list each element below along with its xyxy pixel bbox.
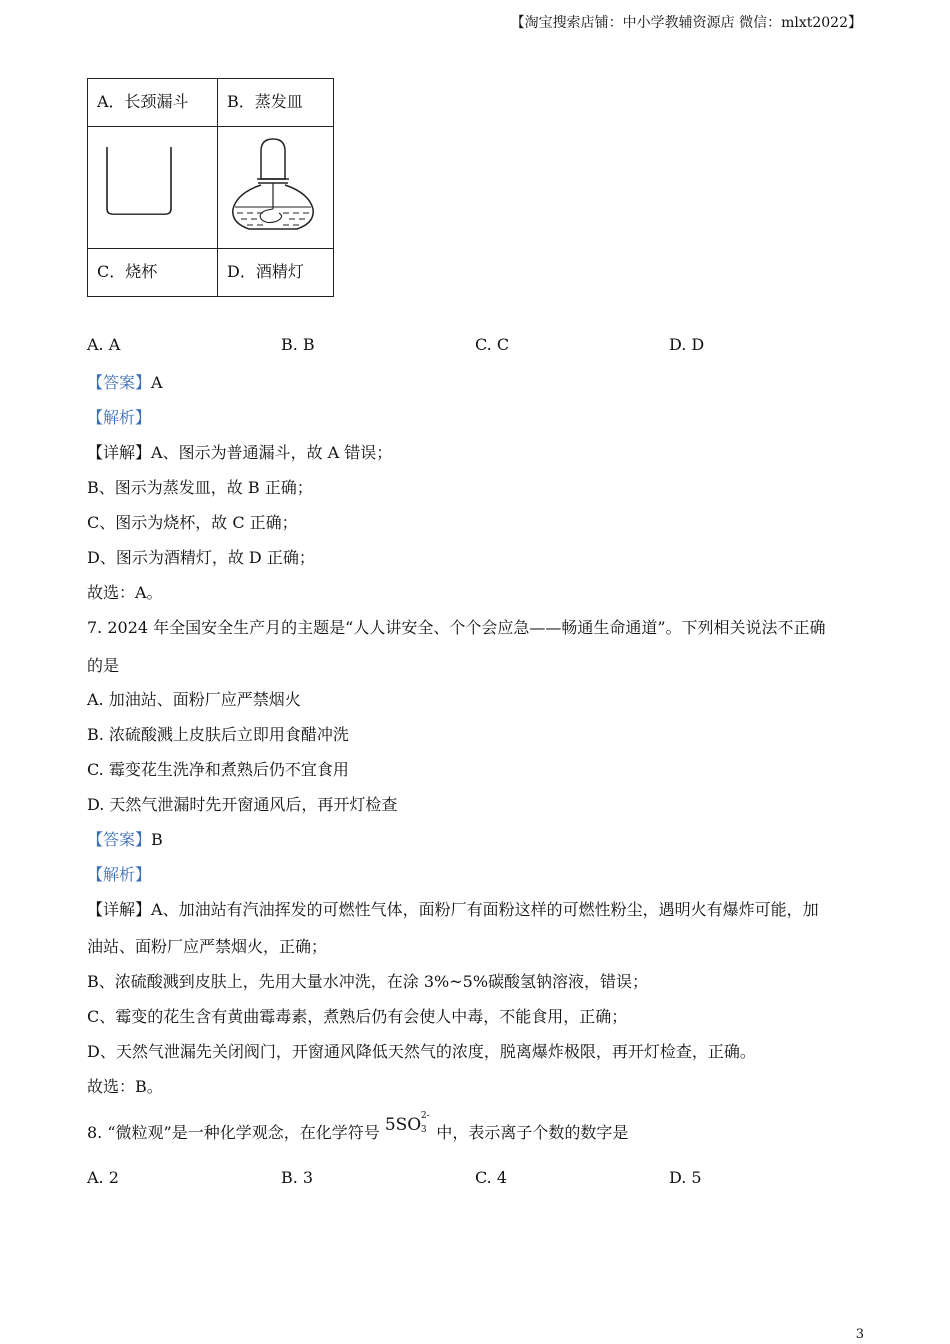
beaker-icon [97, 147, 187, 227]
q8-stem-before: 8. “微粒观”是一种化学观念，在化学符号 [87, 1123, 380, 1142]
detail-tag: 【详解】 [87, 443, 152, 462]
q6-detail-line-4: D、图示为酒精灯，故 D 正确； [87, 548, 315, 567]
q7-conclusion: 故选：B。 [87, 1077, 163, 1096]
q6-conclusion: 故选：A。 [87, 583, 163, 602]
answer-value: A [151, 373, 163, 392]
beaker-image-cell [88, 127, 218, 249]
detail-tag: 【详解】 [87, 900, 152, 919]
q7-stem-line-2: 的是 [87, 656, 120, 675]
alcohol-lamp-icon [227, 137, 317, 237]
q8-stem-after: 中，表示离子个数的数字是 [436, 1123, 629, 1142]
q6-analysis-tag: 【解析】 [87, 408, 152, 427]
q8-option-a: A. 2 [87, 1168, 119, 1187]
q7-detail-line-3: B、浓硫酸溅到皮肤上，先用大量水冲洗，在涂 3%~5%碳酸氢钠溶液，错误； [87, 972, 649, 991]
q6-detail-line-3: C、图示为烧杯，故 C 正确； [87, 513, 298, 532]
q7-answer [87, 827, 163, 850]
q7-option-d: D. 天然气泄漏时先开窗通风后，再开灯检查 [87, 795, 398, 814]
q7-option-b: B. 浓硫酸溅上皮肤后立即用食醋冲洗 [87, 725, 349, 744]
q7-stem-line-1: 7. 2024 年全国安全生产月的主题是“人人讲安全、个个会应急——畅通生命通道”。下列相关说法不正确 [87, 618, 826, 637]
q6-option-c: C. C [475, 335, 510, 354]
q7-option-c: C. 霉变花生洗净和煮熟后仍不宜食用 [87, 760, 349, 779]
cell-b-label: B．蒸发皿 [218, 79, 334, 127]
page-header: 【淘宝搜索店铺：中小学教辅资源店 微信：mlxt2022】 [510, 15, 862, 31]
cell-d-label: D．酒精灯 [218, 249, 334, 297]
q6-detail-line-1 [87, 440, 392, 463]
q7-detail-line-4: C、霉变的花生含有黄曲霉毒素，煮熟后仍有会使人中毒，不能食用，正确； [87, 1007, 628, 1026]
q6-option-d: D. D [669, 335, 705, 354]
q6-option-a: A. A [87, 335, 121, 354]
detail-text: A、图示为普通漏斗，故 A 错误； [151, 443, 393, 462]
q7-detail-line-5: D、天然气泄漏先关闭阀门，开窗通风降低天然气的浓度，脱离爆炸极限，再开灯检查，正确。 [87, 1042, 756, 1061]
answer-value: B [151, 830, 163, 849]
apparatus-table [87, 78, 334, 297]
q7-detail-line-1 [87, 897, 819, 920]
alcohol-lamp-image-cell [218, 127, 334, 249]
q7-option-a: A. 加油站、面粉厂应严禁烟火 [87, 690, 301, 709]
detail-text: A、加油站有汽油挥发的可燃性气体，面粉厂有面粉这样的可燃性粉尘，遇明火有爆炸可能，加 [151, 900, 819, 919]
q6-answer [87, 370, 163, 393]
q7-analysis-tag: 【解析】 [87, 865, 152, 884]
q7-detail-line-2: 油站、面粉厂应严禁烟火，正确； [87, 937, 328, 956]
q8-option-d: D. 5 [669, 1168, 702, 1187]
answer-tag: 【答案】 [87, 830, 152, 849]
cell-c-label: C．烧杯 [88, 249, 218, 297]
formula-charge: 2- [420, 1111, 430, 1121]
page-number: 3 [855, 1327, 864, 1342]
answer-tag: 【答案】 [87, 373, 152, 392]
chemical-formula [384, 1111, 430, 1135]
formula-subscript: 3 [420, 1125, 427, 1135]
cell-a-label: A．长颈漏斗 [88, 79, 218, 127]
q8-option-b: B. 3 [281, 1168, 314, 1187]
q8-stem [87, 1111, 629, 1143]
q8-option-c: C. 4 [475, 1168, 508, 1187]
formula-base: 5SO [384, 1115, 422, 1135]
q6-detail-line-2: B、图示为蒸发皿，故 B 正确； [87, 478, 313, 497]
q6-option-b: B. B [281, 335, 315, 354]
